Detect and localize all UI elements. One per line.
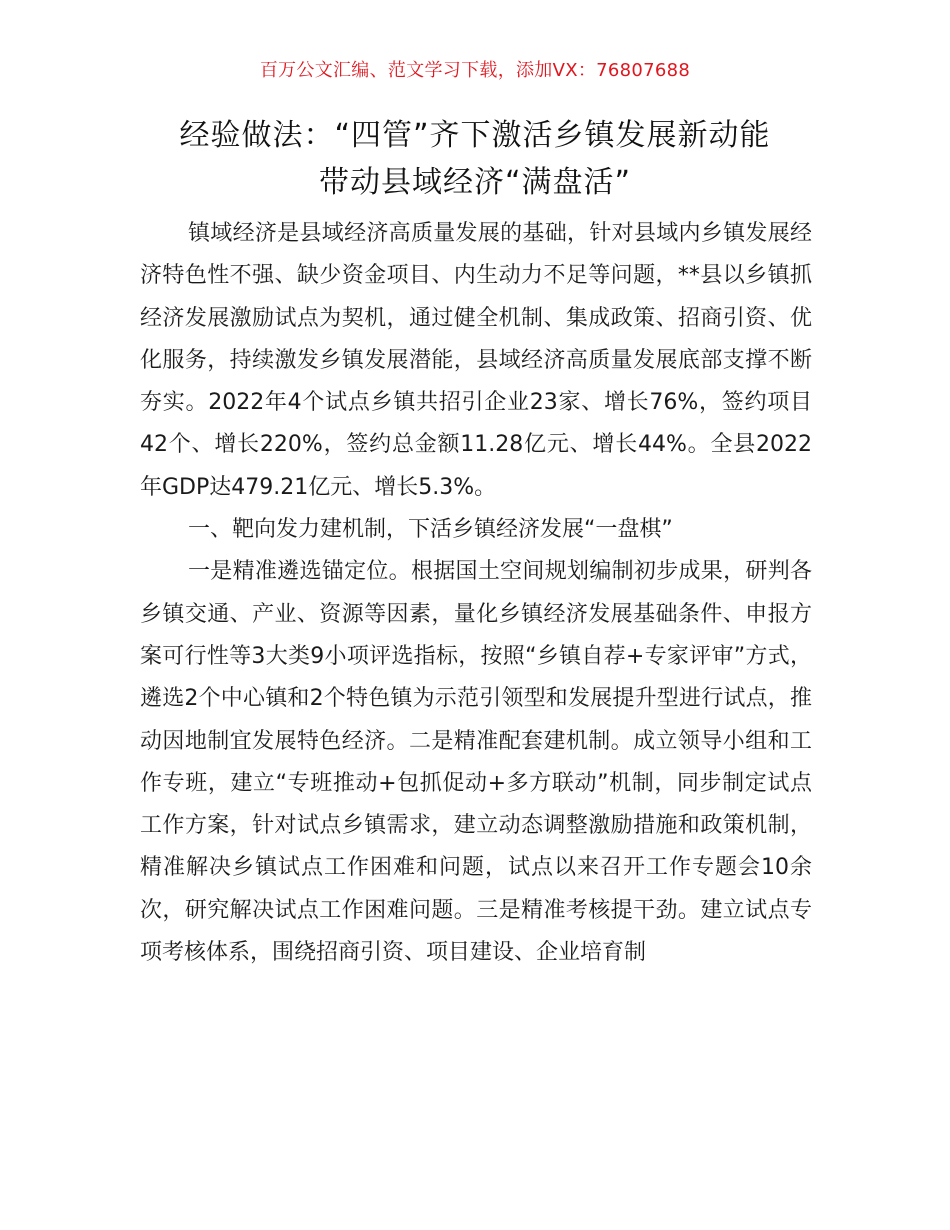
- title-line-1: 经验做法：“四管”齐下激活乡镇发展新动能: [179, 118, 771, 153]
- document-title: [0, 112, 950, 206]
- document-body: [140, 213, 812, 974]
- section-1-heading: 一、靶向发力建机制，下活乡镇经济发展“一盘棋”: [188, 517, 673, 543]
- watermark-banner: 百万公文汇编、范文学习下载，添加VX：76807688: [259, 60, 691, 81]
- section-1-paragraph: 一是精准遴选锚定位。根据国土空间规划编制初步成果，研判各乡镇交通、产业、资源等因素，量化乡镇经济发展基础条件、申报方案可行性等3大类9小项评选指标，按照“乡镇自荐+专家评审”方式，遴选2个中心镇和2个特色镇为示范引领型和发展提升型进行试点，推动因地制宜发展特色经济。二是精准配套建机制。成立领导小组和工作专班，建立“专班推动+包抓促动+多方联动”机制，同步制定试点工作方案，针对试点乡镇需求，建立动态调整激励措施和政策机制，精准解决乡镇试点工作困难和问题，试点以来召开工作专题会10余次，研究解决试点工作困难问题。三是精准考核提干劲。建立试点专项考核体系，围绕招商引资、项目建设、企业培育制: [140, 559, 812, 966]
- title-line-2: 带动县域经济“满盘活”: [318, 165, 632, 200]
- intro-paragraph: 镇域经济是县域经济高质量发展的基础，针对县域内乡镇发展经济特色性不强、缺少资金项目、内生动力不足等问题，**县以乡镇抓经济发展激励试点为契机，通过健全机制、集成政策、招商引资、优化服务，持续激发乡镇发展潜能，县域经济高质量发展底部支撑不断夯实。2022年4个试点乡镇共招引企业23家、增长76%，签约项目42个、增长220%，签约总金额11.28亿元、增长44%。全县2022年GDP达479.21亿元、增长5.3%。: [140, 221, 812, 500]
